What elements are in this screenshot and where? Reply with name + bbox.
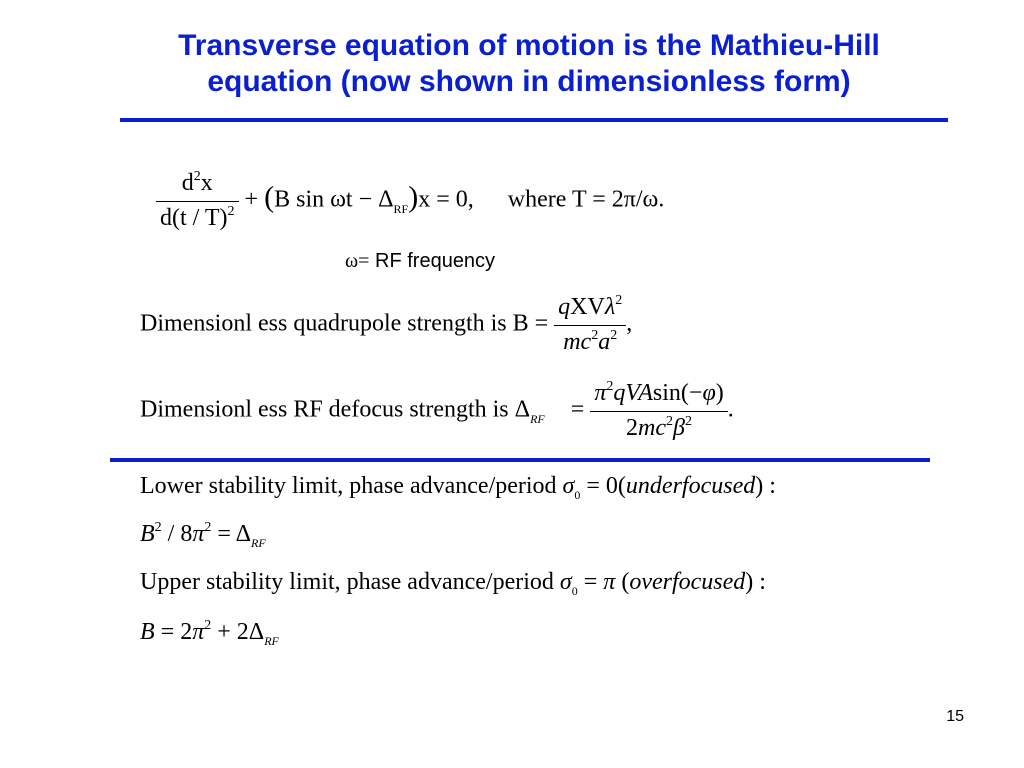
rf-defocus-strength-fraction: $\frac{\pi^2qVAsin(-\varphi)}{2mc^2\beta^2}$ bbox=[590, 380, 727, 442]
slide-title bbox=[0, 28, 1024, 100]
omega-definition: ω= RF frequency bbox=[345, 250, 496, 272]
rf-defocus-strength-equation: Dimensionl ess RF defocus strength is $\Delta_{RF}$ = $\frac{\pi^2qVAsin(-\varphi)}{2mc^2\beta^2}$ . bbox=[140, 379, 734, 441]
upper-stability-limit: Upper stability limit, phase advance/period $\sigma_0 = \pi$ (overfocused) : bbox=[140, 569, 766, 598]
quadrupole-strength-fraction: $\frac{qXV\lambda^2}{mc^2a^2}$ bbox=[554, 294, 626, 356]
section-divider bbox=[110, 458, 930, 462]
quadrupole-strength-equation: Dimensionl ess quadrupole strength is B = $\frac{qXV\lambda^2}{mc^2a^2}$ , bbox=[140, 293, 633, 355]
upper-stability-formula: $B = 2\pi^2 + 2\Delta_{RF}$ bbox=[140, 618, 279, 648]
lower-stability-formula: $B^2 / 8\pi^2 = \Delta_{RF}$ bbox=[140, 520, 266, 550]
second-derivative-fraction: $\frac{d^2x}{d(t / T)^2}$ bbox=[156, 170, 239, 232]
mathieu-hill-equation: $\frac{d^2x}{d(t / T)^2}$ + (B $\sin \omega t - \Delta_{RF})x = 0$, where T = 2π/ω. bbox=[156, 170, 664, 232]
page-number: 15 bbox=[946, 708, 964, 725]
slide-title-line-1: Transverse equation of motion is the Mathieu-Hill bbox=[178, 29, 880, 62]
lower-stability-limit: Lower stability limit, phase advance/period $\sigma_0$ = 0(underfocused) : bbox=[140, 473, 776, 502]
slide-title-line-2: equation (now shown in dimensionless form) bbox=[207, 65, 851, 98]
title-divider bbox=[120, 118, 948, 122]
